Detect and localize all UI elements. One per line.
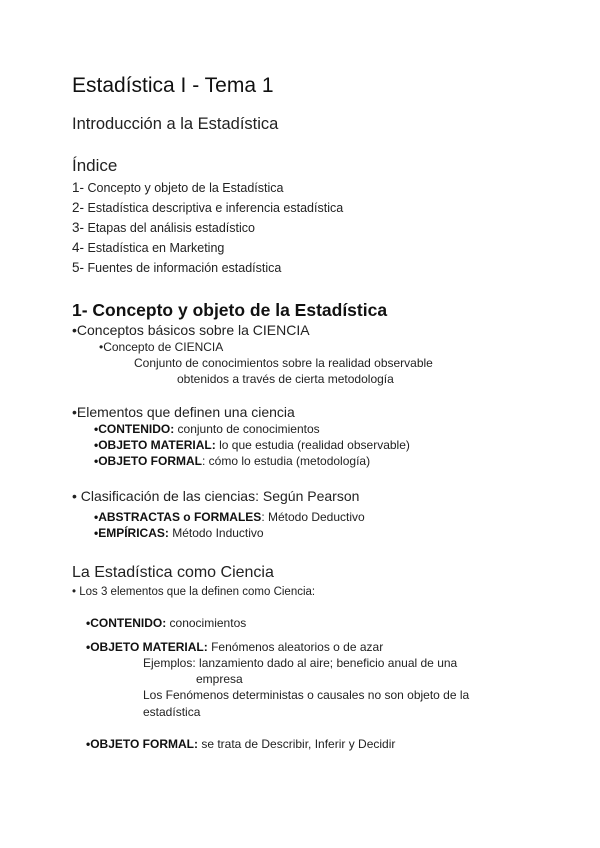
element-text: : cómo lo estudia (metodología) [201,454,371,468]
element-text: conjunto de conocimientos [174,422,320,436]
material-item [86,641,383,655]
index-item [72,240,224,256]
element-item [94,455,370,469]
example-line: Ejemplos: lanzamiento dado al aire; beneficio anual de una [143,656,458,670]
element-label: •CONTENIDO: [94,422,175,436]
index-item [72,220,255,236]
index-item-text: Fuentes de información estadística [84,261,282,275]
concept-label: •Concepto de CIENCIA [99,340,224,354]
note-line: estadística [143,705,201,719]
contenido-item [86,617,246,631]
index-item [72,180,283,196]
index-item-number: 2- [72,200,85,215]
classification-heading: • Clasificación de las ciencias: Según Pearson [72,488,360,504]
index-item-number: 4- [72,240,85,255]
formal-item [86,738,395,752]
element-item [94,423,320,437]
formal-text: se trata de Describir, Inferir y Decidir [197,737,396,751]
index-item-text: Estadística descriptiva e inferencia estadística [84,201,344,215]
index-item-number: 5- [72,260,85,275]
element-label: •OBJETO FORMAL [94,454,202,468]
classification-label: •EMPÍRICAS: [94,526,169,540]
index-item-text: Etapas del análisis estadístico [84,221,255,235]
index-item-text: Concepto y objeto de la Estadística [84,181,284,195]
formal-label: •OBJETO FORMAL: [86,737,198,751]
index-item-number: 3- [72,220,85,235]
index-item [72,200,343,216]
elements-heading: •Elementos que definen una ciencia [72,404,295,420]
section2-heading: La Estadística como Ciencia [72,564,274,581]
example-line: empresa [196,672,243,686]
basic-concepts-heading: •Conceptos básicos sobre la CIENCIA [72,322,310,338]
classification-text: : Método Deductivo [261,510,365,524]
note-line: Los Fenómenos deterministas o causales no son objeto de la [143,688,470,702]
index-item-number: 1- [72,180,85,195]
material-text: Fenómenos aleatorios o de azar [207,640,384,654]
contenido-text: conocimientos [166,616,247,630]
element-text: lo que estudia (realidad observable) [215,438,410,452]
element-item [94,439,410,453]
classification-label: •ABSTRACTAS o FORMALES [94,510,262,524]
contenido-label: •CONTENIDO: [86,616,167,630]
document-subtitle: Introducción a la Estadística [72,115,279,133]
element-label: •OBJETO MATERIAL: [94,438,216,452]
index-item-text: Estadística en Marketing [84,241,225,255]
section1-heading: 1- Concepto y objeto de la Estadística [72,300,388,320]
document-title: Estadística I - Tema 1 [72,74,274,97]
index-item [72,260,281,276]
concept-definition-line: Conjunto de conocimientos sobre la realidad observable [134,356,433,370]
concept-definition-line: obtenidos a través de cierta metodología [177,372,394,386]
material-label: •OBJETO MATERIAL: [86,640,208,654]
classification-item [94,511,365,525]
classification-text: Método Inductivo [168,526,264,540]
section2-intro: • Los 3 elementos que la definen como Ciencia: [72,586,316,598]
classification-item [94,527,264,541]
index-heading: Índice [72,156,118,175]
